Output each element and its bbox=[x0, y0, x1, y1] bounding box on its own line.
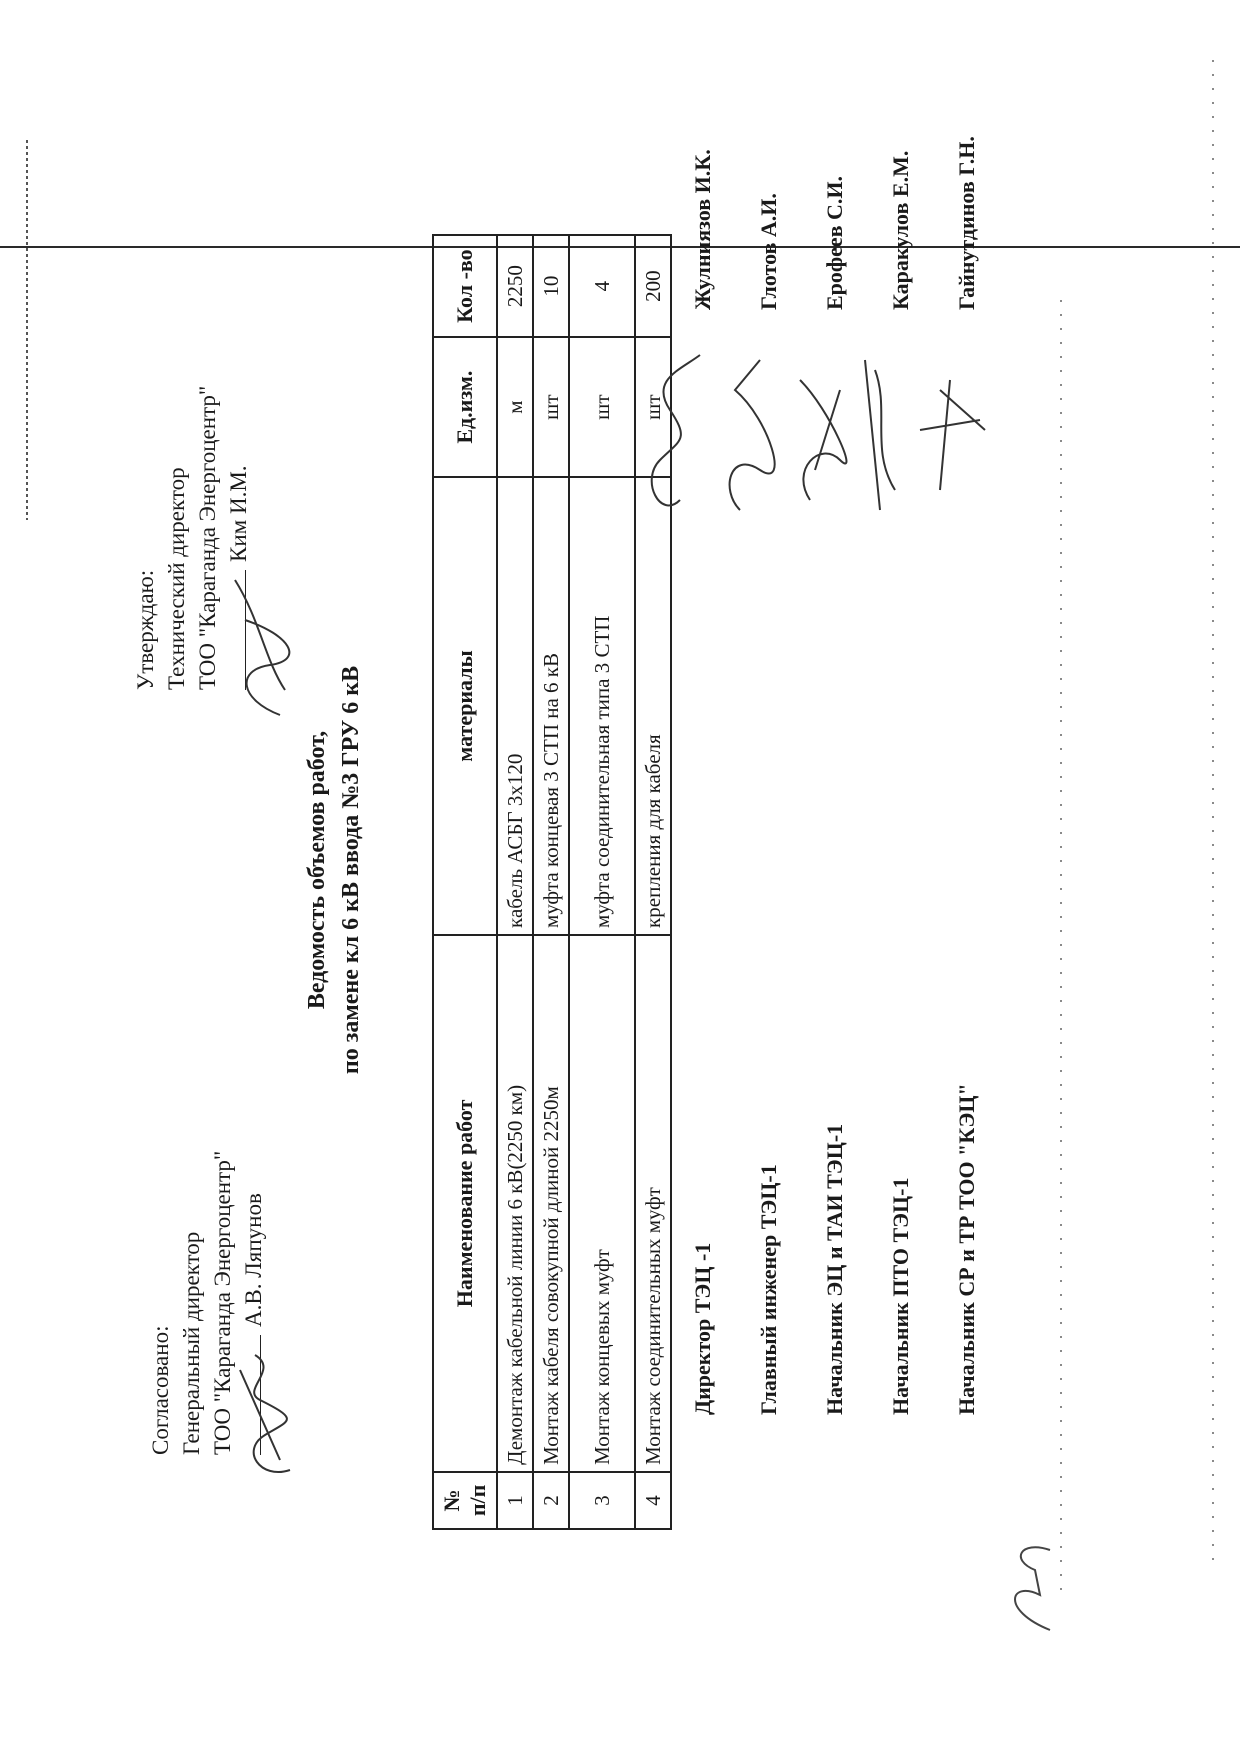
agreed-name: А.В. Ляпунов bbox=[241, 1193, 266, 1327]
agreed-position: Генеральный директор bbox=[179, 1231, 204, 1455]
works-table bbox=[432, 234, 672, 1530]
signer-name: Жулниязов И.К. bbox=[690, 149, 715, 310]
signature-lyapunov bbox=[220, 1330, 310, 1490]
signatures-commission bbox=[640, 350, 1000, 530]
agreed-heading: Согласовано: bbox=[148, 1325, 173, 1455]
cell-qty: 10 bbox=[533, 235, 569, 337]
signer-name: Каракулов Е.М. bbox=[888, 150, 913, 310]
cell-unit: м bbox=[497, 337, 533, 477]
agreed-company: ТОО "Караганда Энергоцентр" bbox=[210, 1150, 235, 1455]
signer-position: Главный инженер ТЭЦ-1 bbox=[756, 1164, 781, 1415]
signer-position: Начальник ПТО ТЭЦ-1 bbox=[888, 1177, 913, 1415]
cell-unit: шт bbox=[569, 337, 635, 477]
document-sheet bbox=[0, 90, 1100, 1670]
cell-num: 2 bbox=[533, 1472, 569, 1529]
cell-name: Монтаж концевых муфт bbox=[569, 935, 635, 1472]
cell-qty: 2250 bbox=[497, 235, 533, 337]
signer-name: Ерофеев С.И. bbox=[822, 175, 847, 310]
cell-material: кабель АСБГ 3х120 bbox=[497, 477, 533, 935]
cell-num: 1 bbox=[497, 1472, 533, 1529]
approved-heading: Утверждаю: bbox=[133, 569, 158, 690]
cell-unit: шт bbox=[635, 337, 671, 477]
header-num: № п/п bbox=[433, 1472, 497, 1529]
cell-material: крепления для кабеля bbox=[635, 477, 671, 935]
initials-mark bbox=[980, 1530, 1070, 1640]
table-row bbox=[533, 235, 569, 1529]
table-header-row bbox=[433, 235, 497, 1529]
approved-company: ТОО "Караганда Энергоцентр" bbox=[195, 385, 220, 690]
cell-material: муфта соединительная типа 3 СТП bbox=[569, 477, 635, 935]
table-row bbox=[569, 235, 635, 1529]
header-qty: Кол -во bbox=[433, 235, 497, 337]
signer-position: Директор ТЭЦ -1 bbox=[690, 1242, 715, 1415]
cell-qty: 200 bbox=[635, 235, 671, 337]
signer-row bbox=[756, 115, 786, 1415]
header-material: материалы bbox=[433, 477, 497, 935]
approved-name: Ким И.М. bbox=[226, 465, 251, 562]
signer-row bbox=[822, 115, 852, 1415]
approved-position: Технический директор bbox=[164, 467, 189, 690]
cell-qty: 4 bbox=[569, 235, 635, 337]
signer-position: Начальник СР и ТР ТОО "КЭЦ" bbox=[954, 1083, 979, 1415]
cell-num: 3 bbox=[569, 1472, 635, 1529]
signer-row bbox=[888, 115, 918, 1415]
signer-name: Глотов А.И. bbox=[756, 193, 781, 310]
title-line-2: по замене кл 6 кВ ввода №3 ГРУ 6 кВ bbox=[338, 665, 364, 1075]
signature-kim bbox=[215, 570, 305, 730]
signer-row bbox=[690, 115, 720, 1415]
title-line-1: Ведомость объемов работ, bbox=[304, 730, 330, 1010]
cell-material: муфта концевая 3 СТП на 6 кВ bbox=[533, 477, 569, 935]
table-row bbox=[497, 235, 533, 1529]
scan-artifact-dots bbox=[1212, 60, 1214, 1560]
cell-unit: шт bbox=[533, 337, 569, 477]
header-name: Наименование работ bbox=[433, 935, 497, 1472]
document-title bbox=[300, 590, 368, 1150]
cell-num: 4 bbox=[635, 1472, 671, 1529]
cell-name: Монтаж соединительных муфт bbox=[635, 935, 671, 1472]
cell-name: Монтаж кабеля совокупной длиной 2250м bbox=[533, 935, 569, 1472]
signer-row bbox=[954, 115, 984, 1415]
signer-position: Начальник ЭЦ и ТАИ ТЭЦ-1 bbox=[822, 1123, 847, 1415]
signer-name: Гайнутдинов Г.Н. bbox=[954, 136, 979, 310]
cell-name: Демонтаж кабельной линии 6 кВ(2250 км) bbox=[497, 935, 533, 1472]
header-unit: Ед.изм. bbox=[433, 337, 497, 477]
